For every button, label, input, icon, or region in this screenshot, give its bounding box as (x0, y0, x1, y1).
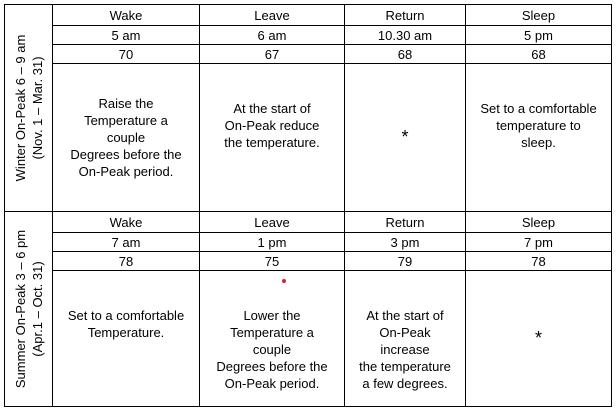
winter-note-leave-text: At the start of On-Peak reduce the temperature. (224, 101, 320, 150)
summer-season-label-text: Summer On-Peak 3 – 6 pm (Apr.1 – Oct. 31) (12, 229, 45, 389)
summer-time-leave: 1 pm (200, 233, 345, 252)
summer-times-row (5, 233, 612, 252)
winter-times-row (5, 26, 612, 45)
summer-temp-leave: 75 (200, 252, 345, 271)
summer-temp-sleep: 78 (466, 252, 612, 271)
winter-temp-return: 68 (345, 45, 466, 64)
winter-col-return: Return (345, 5, 466, 26)
summer-notes-row (5, 271, 612, 407)
summer-time-return: 3 pm (345, 233, 466, 252)
summer-season-label (5, 212, 53, 407)
summer-time-wake: 7 am (53, 233, 200, 252)
summer-note-return-text: At the start of On-Peak increase the temperature a few degrees. (359, 308, 451, 391)
winter-note-leave (200, 64, 345, 212)
summer-time-sleep: 7 pm (466, 233, 612, 252)
winter-col-wake: Wake (53, 5, 200, 26)
summer-note-leave (200, 271, 345, 407)
red-dot-mark (282, 279, 286, 283)
summer-note-sleep-asterisk: * (534, 327, 542, 348)
winter-notes-row (5, 64, 612, 212)
winter-note-wake (53, 64, 200, 212)
summer-temps-row (5, 252, 612, 271)
winter-temp-wake: 70 (53, 45, 200, 64)
winter-note-return-asterisk: * (401, 126, 409, 147)
winter-temps-row (5, 45, 612, 64)
winter-time-return: 10.30 am (345, 26, 466, 45)
summer-col-wake: Wake (53, 212, 200, 233)
winter-time-sleep: 5 pm (466, 26, 612, 45)
winter-note-sleep (466, 64, 612, 212)
summer-note-wake (53, 271, 200, 407)
summer-col-return: Return (345, 212, 466, 233)
summer-note-wake-text: Set to a comfortable Temperature. (67, 308, 185, 340)
winter-col-sleep: Sleep (466, 5, 612, 26)
winter-header-row (5, 5, 612, 26)
summer-note-return (345, 271, 466, 407)
winter-col-leave: Leave (200, 5, 345, 26)
summer-col-sleep: Sleep (466, 212, 612, 233)
winter-note-wake-text: Raise the Temperature a couple Degrees before the On-Peak period. (70, 96, 182, 179)
winter-season-label (5, 5, 53, 212)
winter-season-label-text: Winter On-Peak 6 – 9 am (Nov. 1 – Mar. 31) (12, 34, 45, 182)
summer-col-leave: Leave (200, 212, 345, 233)
summer-note-leave-text: Lower the Temperature a couple Degrees before the On-Peak period. (216, 308, 328, 391)
winter-note-sleep-text: Set to a comfortable temperature to sleep. (480, 101, 597, 150)
summer-note-sleep (466, 271, 612, 407)
winter-note-return (345, 64, 466, 212)
thermostat-schedule-table (4, 4, 612, 407)
winter-time-wake: 5 am (53, 26, 200, 45)
winter-time-leave: 6 am (200, 26, 345, 45)
summer-temp-return: 79 (345, 252, 466, 271)
summer-temp-wake: 78 (53, 252, 200, 271)
summer-header-row (5, 212, 612, 233)
winter-temp-sleep: 68 (466, 45, 612, 64)
winter-temp-leave: 67 (200, 45, 345, 64)
